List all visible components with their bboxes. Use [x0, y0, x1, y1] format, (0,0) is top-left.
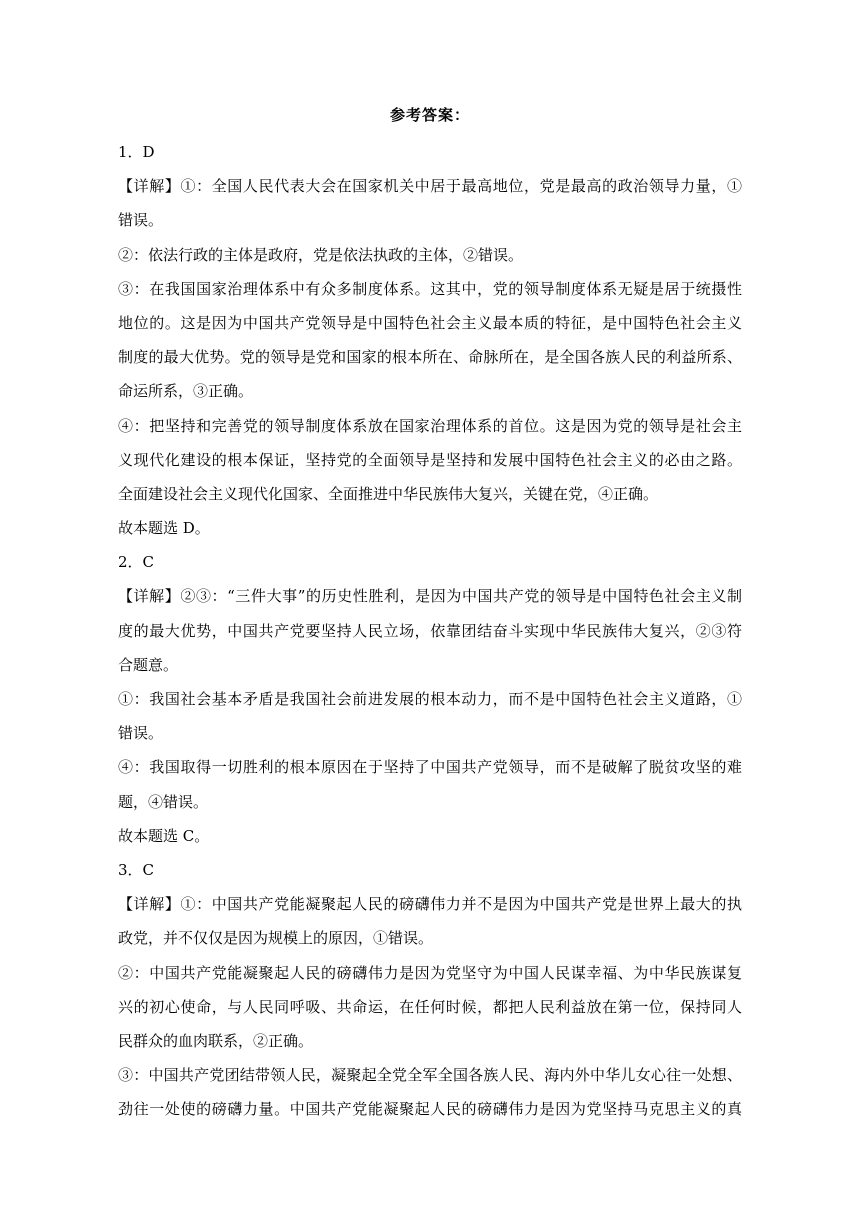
text-line: ②：中国共产党能凝聚起人民的磅礴伟力是因为党坚守为中国人民谋幸福、为中华民族谋复 — [118, 963, 742, 982]
text-line: ③：中国共产党团结带领人民，凝聚起全党全军全国各族人民、海内外中华儿女心往一处想、 — [118, 1066, 742, 1085]
text-line: ③：在我国国家治理体系中有众多制度体系。这其中，党的领导制度体系无疑是居于统摄性 — [118, 279, 742, 298]
text-line: 2．C — [118, 553, 155, 572]
text-line: 全面建设社会主义现代化国家、全面推进中华民族伟大复兴，关键在党，④正确。 — [118, 484, 659, 503]
text-line: ④：把坚持和完善党的领导制度体系放在国家治理体系的首位。这是因为党的领导是社会主 — [118, 416, 742, 435]
text-line: 地位的。这是因为中国共产党领导是中国特色社会主义最本质的特征，是中国特色社会主义 — [118, 313, 742, 332]
answer-title: 参考答案： — [389, 106, 470, 124]
text-line: 故本题选 C。 — [118, 826, 210, 845]
text-line: 义现代化建设的根本保证，坚持党的全面领导是坚持和发展中国特色社会主义的必由之路。 — [118, 450, 742, 469]
text-line: 命运所系，③正确。 — [118, 382, 254, 401]
text-line: 错误。 — [118, 724, 164, 743]
text-line: 3．C — [118, 860, 155, 879]
text-line: 合题意。 — [118, 655, 179, 674]
text-line: 【详解】②③：“三件大事”的历史性胜利，是因为中国共产党的领导是中国特色社会主义制 — [118, 587, 742, 606]
text-line: 兴的初心使命，与人民同呼吸、共命运，在任何时候，都把人民利益放在第一位，保持同人 — [118, 997, 742, 1016]
text-line: 制度的最大优势。党的领导是党和国家的根本所在、命脉所在，是全国各族人民的利益所系、 — [118, 348, 742, 367]
text-line: ①：我国社会基本矛盾是我国社会前进发展的根本动力，而不是中国特色社会主义道路，① — [118, 690, 742, 708]
text-line: 民群众的血肉联系，②正确。 — [118, 1031, 314, 1050]
text-line: 度的最大优势，中国共产党要坚持人民立场，依靠团结奋斗实现中华民族伟大复兴，②③符 — [118, 621, 742, 640]
text-line: 故本题选 D。 — [118, 519, 210, 538]
text-line: 错误。 — [118, 211, 164, 230]
answer-content — [118, 135, 742, 1126]
text-line: 劲往一处使的磅礴力量。中国共产党能凝聚起人民的磅礴伟力是因为党坚持马克思主义的真 — [118, 1100, 742, 1119]
text-line: 政党，并不仅仅是因为规模上的原因，①错误。 — [118, 929, 434, 948]
text-line: ②：依法行政的主体是政府，党是依法执政的主体，②错误。 — [118, 245, 524, 264]
text-line: ④：我国取得一切胜利的根本原因在于坚持了中国共产党领导，而不是破解了脱贫攻坚的难 — [118, 758, 742, 777]
text-line: 题，④错误。 — [118, 792, 209, 811]
text-line: 1．D — [118, 143, 155, 161]
text-line: 【详解】①：中国共产党能凝聚起人民的磅礴伟力并不是因为中国共产党是世界上最大的执 — [118, 895, 742, 914]
text-line: 【详解】①：全国人民代表大会在国家机关中居于最高地位，党是最高的政治领导力量，① — [118, 177, 742, 196]
